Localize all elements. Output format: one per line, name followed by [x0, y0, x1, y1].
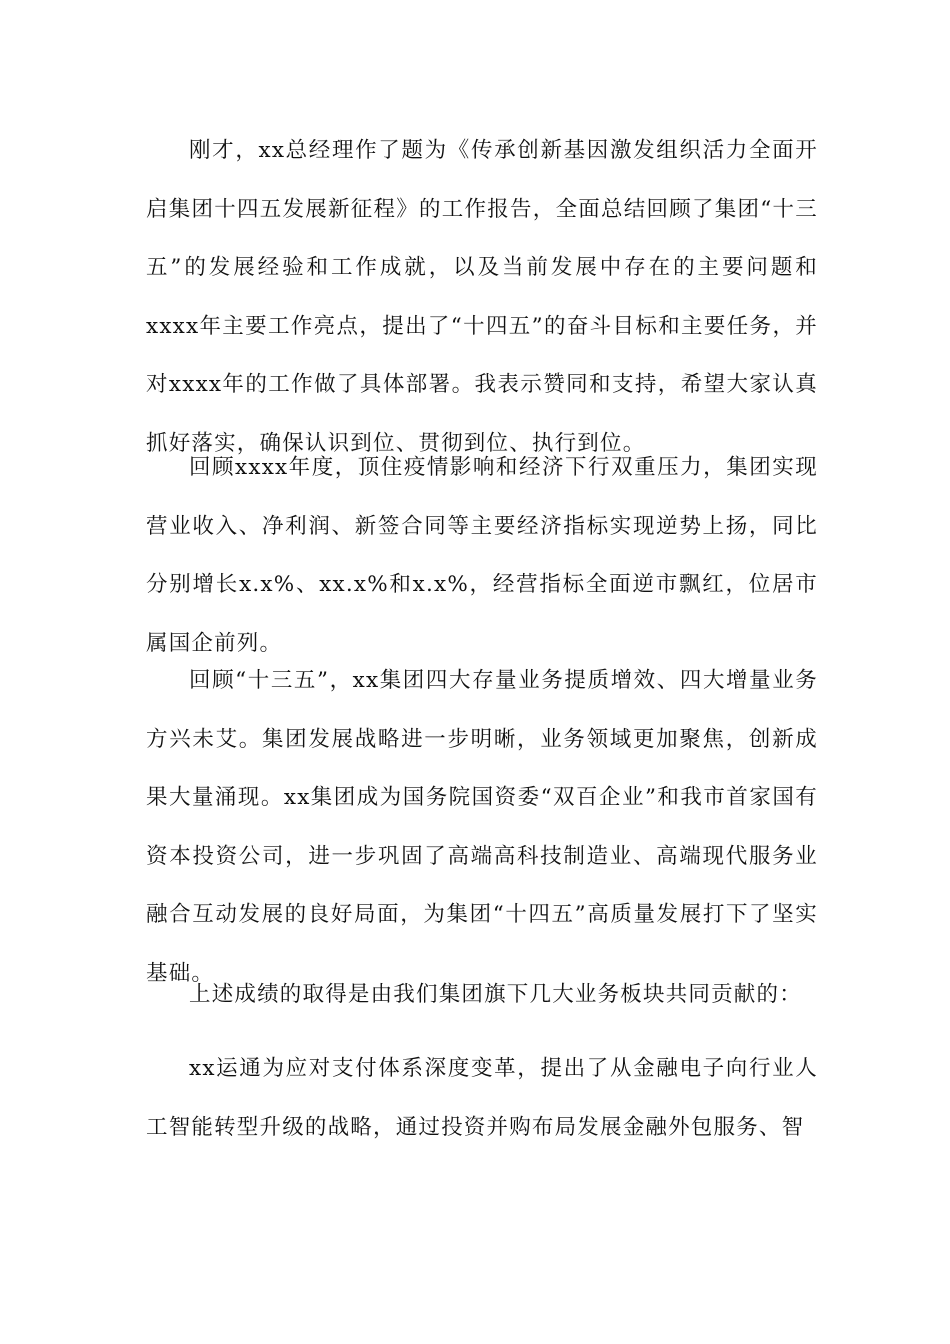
- paragraph-yuntong-strategy: xx运通为应对支付体系深度变革，提出了从金融电子向行业人工智能转型升级的战略，通过投资并购布局发展金融外包服务、智: [146, 1056, 818, 1140]
- paragraph-five-year-review: 回顾“十三五”，xx集团四大存量业务提质增效、四大增量业务方兴未艾。集团发展战略进一步明晰，业务领域更加聚焦，创新成果大量涌现。xx集团成为国务院国资委“双百企业”和我市首家国有资本投资公司，进一步巩固了高端高科技制造业、高端现代服务业融合互动发展的良好局面，为集团“十四五”高质量发展打下了坚实基础。: [146, 668, 818, 986]
- paragraph-business-segments-intro: 上述成绩的取得是由我们集团旗下几大业务板块共同贡献的：: [189, 982, 802, 1007]
- paragraph-annual-review: 回顾xxxx年度，顶住疫情影响和经济下行双重压力，集团实现营业收入、净利润、新签合同等主要经济指标实现逆势上扬，同比分别增长x.x%、xx.x%和x.x%，经营指标全面逆市飘红，位居市属国企前列。: [146, 455, 818, 656]
- paragraph-work-report-summary: 刚才，xx总经理作了题为《传承创新基因激发组织活力全面开启集团十四五发展新征程》的工作报告，全面总结回顾了集团“十三五”的发展经验和工作成就，以及当前发展中存在的主要问题和xxxx年主要工作亮点，提出了“十四五”的奋斗目标和主要任务，并对xxxx年的工作做了具体部署。我表示赞同和支持，希望大家认真抓好落实，确保认识到位、贯彻到位、执行到位。: [146, 138, 818, 456]
